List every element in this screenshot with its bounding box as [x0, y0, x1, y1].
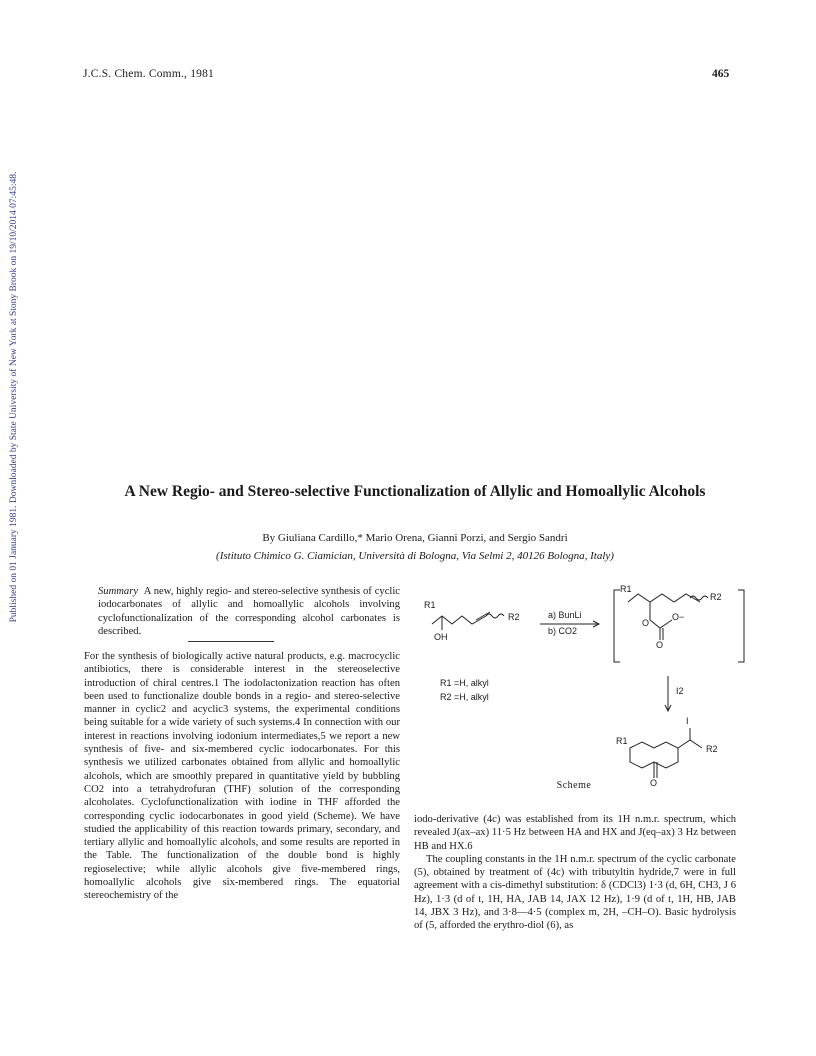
- left-bracket: [614, 590, 620, 662]
- product-carbonyl-o-label: O: [650, 778, 658, 788]
- summary-label: Summary: [98, 586, 139, 597]
- page-number: 465: [712, 68, 730, 80]
- reaction-scheme: [410, 580, 750, 800]
- product-carbonyl-bond: [654, 762, 657, 778]
- intermediate-r1-label: R1: [620, 584, 632, 594]
- r2-label: R2: [508, 612, 520, 622]
- carbonyl-bond: [660, 628, 663, 640]
- ring-oxygen-label: O: [642, 618, 650, 628]
- right-bracket: [738, 590, 744, 662]
- body-paragraph: The coupling constants in the 1H n.m.r. spectrum of the cyclic carbonate (5), obtained by treatment of (4c) with tributyltin hydride,7 were in full agreement with a cis-dimethyl substitution: δ (CDCl3) 1·3 (d, 6H, CH3, J 6 Hz), 1·3 (d of t, 1H, HA, JAB 14, JAX 12 Hz), 1·9 (d of t, 1H, HB, JAB 14, JBX 3 Hz), and 3·8—4·5 (complex m, 2H, –CH–O). Basic hydrolysis of (5, afforded the erythro-diol (6), as: [414, 853, 736, 932]
- section-divider: [188, 641, 274, 642]
- side-chain-bond: [678, 740, 702, 748]
- scheme-caption: Scheme: [556, 780, 592, 791]
- author-line: By Giuliana Cardillo,* Mario Orena, Gianni Porzi, and Sergio Sandri: [262, 532, 568, 544]
- r1-label: R1: [424, 600, 436, 610]
- r2-definition: R2 =H, alkyl: [440, 692, 489, 702]
- carbonate-bond: [650, 602, 672, 628]
- intermediate-chain: [628, 594, 700, 602]
- reagent-a-label: a) BunLi: [548, 610, 582, 620]
- publication-watermark: Published on 01 January 1981. Downloaded by State University of New York at Stony Brook on 19/10/2014 07:45:48.: [9, 171, 19, 623]
- summary-block: [84, 585, 400, 638]
- body-paragraph: iodo-derivative (4c) was established from its 1H n.m.r. spectrum, which revealed J(ax–ax) 11·5 Hz between HA and HX and J(eq–ax) 3 Hz between HB and HX.6: [414, 814, 736, 852]
- running-head: J.C.S. Chem. Comm., 1981: [83, 68, 214, 80]
- carbonyl-o-label: O: [656, 640, 664, 650]
- oh-label: OH: [434, 632, 448, 642]
- iodo-substituent-label: I: [686, 716, 689, 726]
- wavy-bond: [486, 614, 504, 618]
- summary-text: A new, highly regio- and stereo-selective synthesis of cyclic iodocarbonates of allylic and homoallylic alcohols involving cyclofunctionalization of the corresponding alcohol carbonates is described.: [98, 586, 401, 637]
- body-column-left: [84, 650, 400, 903]
- reagent-b-label: b) CO2: [548, 626, 578, 636]
- article-title: A New Regio- and Stereo-selective Functionalization of Allylic and Homoallylic Alcohols: [124, 483, 706, 500]
- intermediate-r2-label: R2: [710, 592, 722, 602]
- affiliation: (Istituto Chimico G. Ciamician, Università di Bologna, Via Selmi 2, 40126 Bologna, Italy): [216, 550, 614, 562]
- product-r1-label: R1: [616, 736, 628, 746]
- body-column-right: [414, 813, 736, 933]
- o-minus-label: O−: [672, 612, 685, 622]
- alcohol-chain-bond: [432, 616, 486, 624]
- double-bond-line: [476, 612, 490, 620]
- product-r2-label: R2: [706, 744, 718, 754]
- r1-definition: R1 =H, alkyl: [440, 678, 489, 688]
- body-paragraph: For the synthesis of biologically active natural products, e.g. macrocyclic antibiotics, there is considerable interest in the stereoselective introduction of chiral centres.1 The iodolactonization reaction has often been used to functionalize double bonds in a regio- and stereo-selective manner in cyclic2 and acyclic3 systems, the experimental conditions being suitable for a wide variety of such systems.4 In connection with our interest in reactions involving iodonium intermediates,5 we report a new synthesis of five- and six-membered cyclic iodocarbonates. For this synthesis we utilized carbonates obtained from allylic and homoallylic alcohols, which are smoothly prepared in quantitative yield by bubbling CO2 into a tetrahydrofuran (THF) solution of the corresponding alcoholates. Cyclofunctionalization with iodine in THF afforded the corresponding cyclic iodocarbonates in good yield (Scheme). We have studied the applicability of this reaction towards primary, secondary, and tertiary allylic and homoallylic alcohols, and some results are reported in the Table. The functionalization of the double bond is highly regioselective; while allylic alcohols give five-membered rings, homoallylic alcohols give six-membered rings. The equatorial stereochemistry of the: [84, 651, 400, 902]
- iodine-reagent-label: I2: [676, 686, 684, 696]
